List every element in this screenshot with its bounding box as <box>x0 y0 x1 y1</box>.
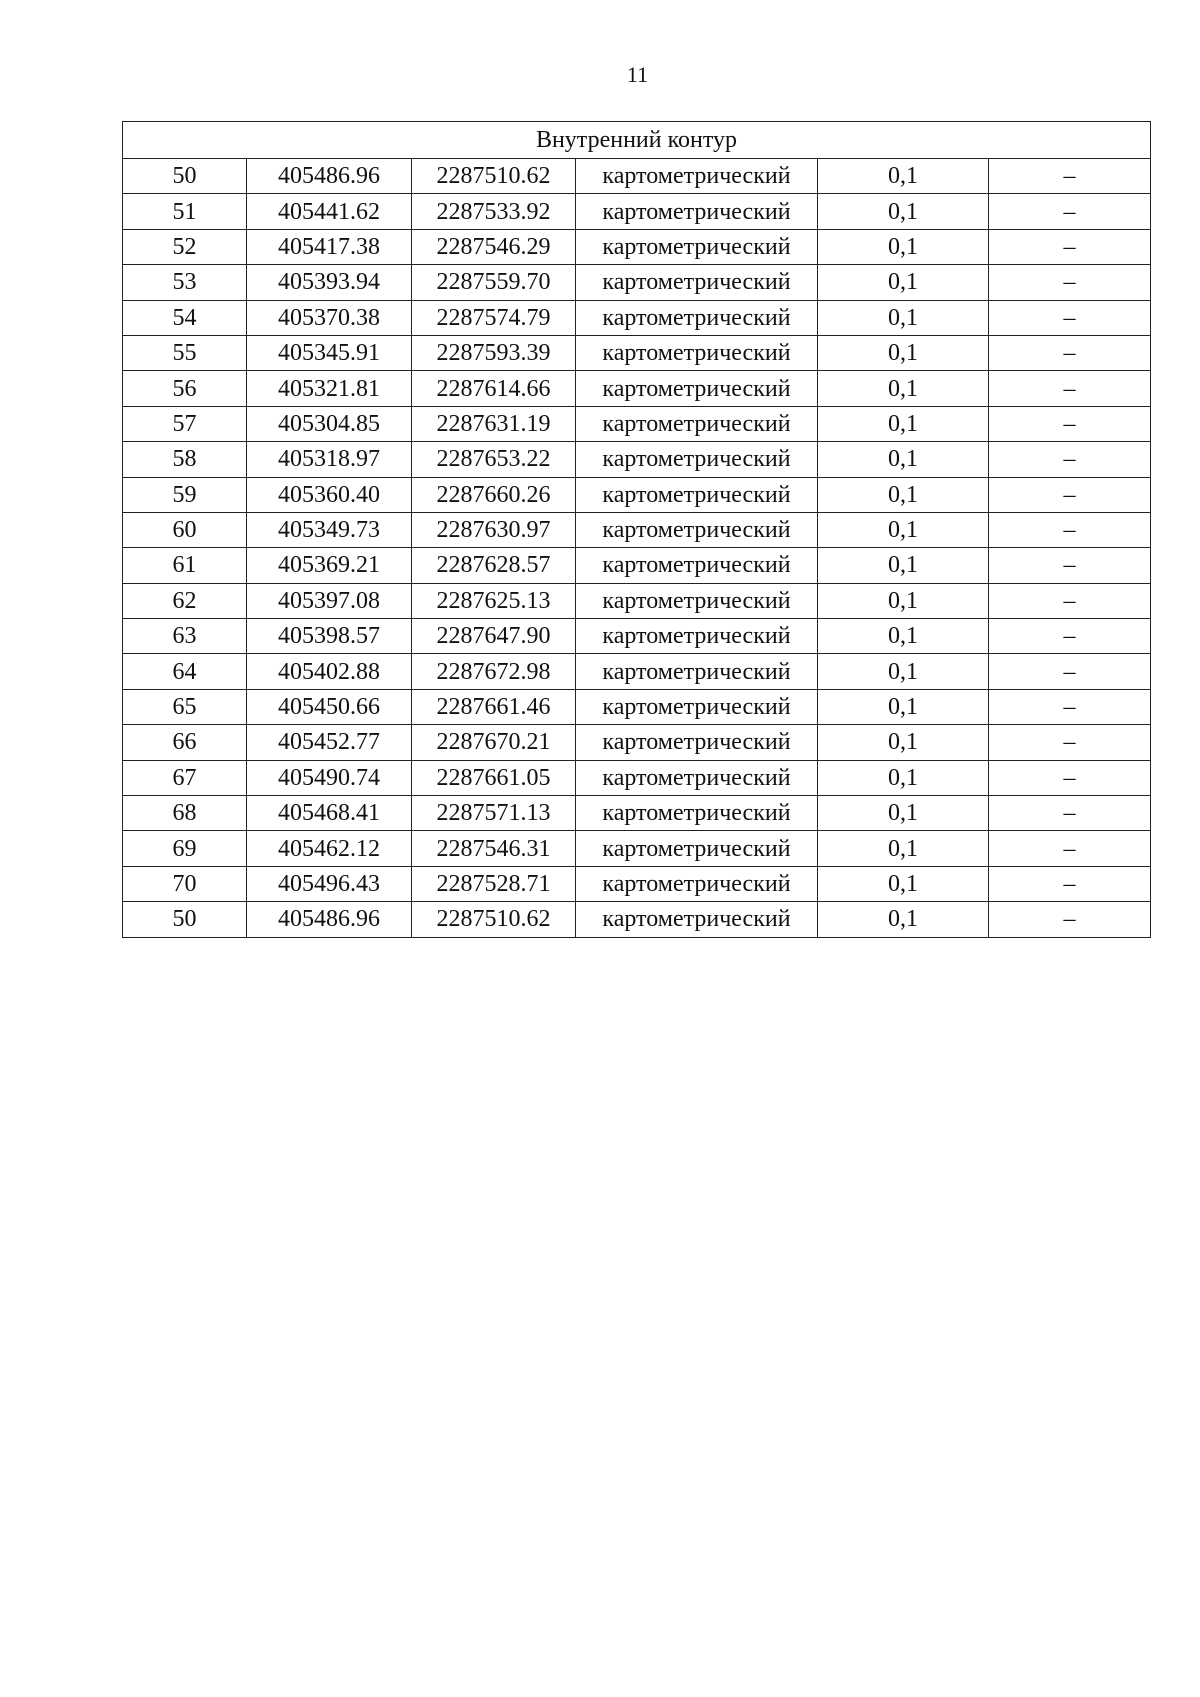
note-cell: – <box>989 760 1151 795</box>
method-cell: картометрический <box>576 902 818 937</box>
method-cell: картометрический <box>576 654 818 689</box>
x-coordinate-cell: 405398.57 <box>247 619 412 654</box>
method-cell: картометрический <box>576 194 818 229</box>
note-cell: – <box>989 725 1151 760</box>
y-coordinate-cell: 2287574.79 <box>412 300 576 335</box>
y-coordinate-cell: 2287571.13 <box>412 796 576 831</box>
note-cell: – <box>989 689 1151 724</box>
method-cell: картометрический <box>576 477 818 512</box>
y-coordinate-cell: 2287631.19 <box>412 406 576 441</box>
method-cell: картометрический <box>576 760 818 795</box>
accuracy-cell: 0,1 <box>818 548 989 583</box>
point-number-cell: 52 <box>123 229 247 264</box>
note-cell: – <box>989 406 1151 441</box>
y-coordinate-cell: 2287660.26 <box>412 477 576 512</box>
table-row <box>123 159 1151 194</box>
note-cell: – <box>989 902 1151 937</box>
accuracy-cell: 0,1 <box>818 442 989 477</box>
x-coordinate-cell: 405486.96 <box>247 159 412 194</box>
accuracy-cell: 0,1 <box>818 796 989 831</box>
method-cell: картометрический <box>576 831 818 866</box>
y-coordinate-cell: 2287628.57 <box>412 548 576 583</box>
accuracy-cell: 0,1 <box>818 229 989 264</box>
method-cell: картометрический <box>576 371 818 406</box>
table-row <box>123 371 1151 406</box>
point-number-cell: 51 <box>123 194 247 229</box>
accuracy-cell: 0,1 <box>818 512 989 547</box>
accuracy-cell: 0,1 <box>818 831 989 866</box>
table-row <box>123 548 1151 583</box>
accuracy-cell: 0,1 <box>818 866 989 901</box>
table-row <box>123 902 1151 937</box>
point-number-cell: 62 <box>123 583 247 618</box>
accuracy-cell: 0,1 <box>818 159 989 194</box>
y-coordinate-cell: 2287528.71 <box>412 866 576 901</box>
accuracy-cell: 0,1 <box>818 689 989 724</box>
note-cell: – <box>989 477 1151 512</box>
table-row <box>123 406 1151 441</box>
table-row <box>123 229 1151 264</box>
point-number-cell: 68 <box>123 796 247 831</box>
x-coordinate-cell: 405490.74 <box>247 760 412 795</box>
table-row <box>123 796 1151 831</box>
note-cell: – <box>989 619 1151 654</box>
method-cell: картометрический <box>576 265 818 300</box>
method-cell: картометрический <box>576 725 818 760</box>
x-coordinate-cell: 405369.21 <box>247 548 412 583</box>
y-coordinate-cell: 2287593.39 <box>412 335 576 370</box>
accuracy-cell: 0,1 <box>818 300 989 335</box>
table-row <box>123 194 1151 229</box>
y-coordinate-cell: 2287546.31 <box>412 831 576 866</box>
point-number-cell: 58 <box>123 442 247 477</box>
x-coordinate-cell: 405360.40 <box>247 477 412 512</box>
point-number-cell: 65 <box>123 689 247 724</box>
table-row <box>123 335 1151 370</box>
x-coordinate-cell: 405402.88 <box>247 654 412 689</box>
table-row <box>123 442 1151 477</box>
note-cell: – <box>989 831 1151 866</box>
point-number-cell: 70 <box>123 866 247 901</box>
accuracy-cell: 0,1 <box>818 194 989 229</box>
method-cell: картометрический <box>576 442 818 477</box>
table-row <box>123 866 1151 901</box>
method-cell: картометрический <box>576 406 818 441</box>
point-number-cell: 63 <box>123 619 247 654</box>
page-number: 11 <box>626 62 649 87</box>
x-coordinate-cell: 405486.96 <box>247 902 412 937</box>
note-cell: – <box>989 866 1151 901</box>
method-cell: картометрический <box>576 548 818 583</box>
point-number-cell: 60 <box>123 512 247 547</box>
point-number-cell: 64 <box>123 654 247 689</box>
x-coordinate-cell: 405462.12 <box>247 831 412 866</box>
point-number-cell: 56 <box>123 371 247 406</box>
x-coordinate-cell: 405318.97 <box>247 442 412 477</box>
x-coordinate-cell: 405452.77 <box>247 725 412 760</box>
table-row <box>123 583 1151 618</box>
table-row <box>123 265 1151 300</box>
method-cell: картометрический <box>576 689 818 724</box>
point-number-cell: 57 <box>123 406 247 441</box>
x-coordinate-cell: 405496.43 <box>247 866 412 901</box>
table-row <box>123 512 1151 547</box>
table-row <box>123 654 1151 689</box>
accuracy-cell: 0,1 <box>818 265 989 300</box>
point-number-cell: 55 <box>123 335 247 370</box>
point-number-cell: 67 <box>123 760 247 795</box>
accuracy-cell: 0,1 <box>818 619 989 654</box>
table-row <box>123 619 1151 654</box>
table-row <box>123 300 1151 335</box>
accuracy-cell: 0,1 <box>818 725 989 760</box>
accuracy-cell: 0,1 <box>818 654 989 689</box>
note-cell: – <box>989 159 1151 194</box>
point-number-cell: 66 <box>123 725 247 760</box>
note-cell: – <box>989 512 1151 547</box>
y-coordinate-cell: 2287510.62 <box>412 159 576 194</box>
x-coordinate-cell: 405417.38 <box>247 229 412 264</box>
y-coordinate-cell: 2287672.98 <box>412 654 576 689</box>
table-row <box>123 831 1151 866</box>
point-number-cell: 59 <box>123 477 247 512</box>
method-cell: картометрический <box>576 619 818 654</box>
x-coordinate-cell: 405304.85 <box>247 406 412 441</box>
coordinates-table <box>122 121 1151 938</box>
x-coordinate-cell: 405397.08 <box>247 583 412 618</box>
accuracy-cell: 0,1 <box>818 335 989 370</box>
note-cell: – <box>989 583 1151 618</box>
y-coordinate-cell: 2287510.62 <box>412 902 576 937</box>
accuracy-cell: 0,1 <box>818 583 989 618</box>
y-coordinate-cell: 2287661.46 <box>412 689 576 724</box>
note-cell: – <box>989 265 1151 300</box>
accuracy-cell: 0,1 <box>818 902 989 937</box>
note-cell: – <box>989 194 1151 229</box>
table-row <box>123 760 1151 795</box>
accuracy-cell: 0,1 <box>818 477 989 512</box>
x-coordinate-cell: 405349.73 <box>247 512 412 547</box>
y-coordinate-cell: 2287670.21 <box>412 725 576 760</box>
point-number-cell: 61 <box>123 548 247 583</box>
x-coordinate-cell: 405450.66 <box>247 689 412 724</box>
y-coordinate-cell: 2287559.70 <box>412 265 576 300</box>
section-header-row <box>123 122 1151 159</box>
table-row <box>123 725 1151 760</box>
table-row <box>123 477 1151 512</box>
y-coordinate-cell: 2287647.90 <box>412 619 576 654</box>
method-cell: картометрический <box>576 300 818 335</box>
table-row <box>123 689 1151 724</box>
y-coordinate-cell: 2287661.05 <box>412 760 576 795</box>
x-coordinate-cell: 405345.91 <box>247 335 412 370</box>
y-coordinate-cell: 2287653.22 <box>412 442 576 477</box>
point-number-cell: 69 <box>123 831 247 866</box>
accuracy-cell: 0,1 <box>818 371 989 406</box>
y-coordinate-cell: 2287625.13 <box>412 583 576 618</box>
point-number-cell: 53 <box>123 265 247 300</box>
accuracy-cell: 0,1 <box>818 406 989 441</box>
y-coordinate-cell: 2287546.29 <box>412 229 576 264</box>
accuracy-cell: 0,1 <box>818 760 989 795</box>
x-coordinate-cell: 405441.62 <box>247 194 412 229</box>
y-coordinate-cell: 2287533.92 <box>412 194 576 229</box>
note-cell: – <box>989 371 1151 406</box>
method-cell: картометрический <box>576 229 818 264</box>
method-cell: картометрический <box>576 866 818 901</box>
x-coordinate-cell: 405468.41 <box>247 796 412 831</box>
y-coordinate-cell: 2287614.66 <box>412 371 576 406</box>
note-cell: – <box>989 300 1151 335</box>
method-cell: картометрический <box>576 796 818 831</box>
method-cell: картометрический <box>576 335 818 370</box>
method-cell: картометрический <box>576 159 818 194</box>
note-cell: – <box>989 654 1151 689</box>
note-cell: – <box>989 229 1151 264</box>
method-cell: картометрический <box>576 512 818 547</box>
section-title: Внутренний контур <box>123 122 1151 159</box>
point-number-cell: 50 <box>123 159 247 194</box>
method-cell: картометрический <box>576 583 818 618</box>
y-coordinate-cell: 2287630.97 <box>412 512 576 547</box>
note-cell: – <box>989 442 1151 477</box>
point-number-cell: 50 <box>123 902 247 937</box>
note-cell: – <box>989 335 1151 370</box>
x-coordinate-cell: 405370.38 <box>247 300 412 335</box>
x-coordinate-cell: 405393.94 <box>247 265 412 300</box>
point-number-cell: 54 <box>123 300 247 335</box>
note-cell: – <box>989 548 1151 583</box>
x-coordinate-cell: 405321.81 <box>247 371 412 406</box>
note-cell: – <box>989 796 1151 831</box>
coordinates-table-body <box>123 122 1151 938</box>
